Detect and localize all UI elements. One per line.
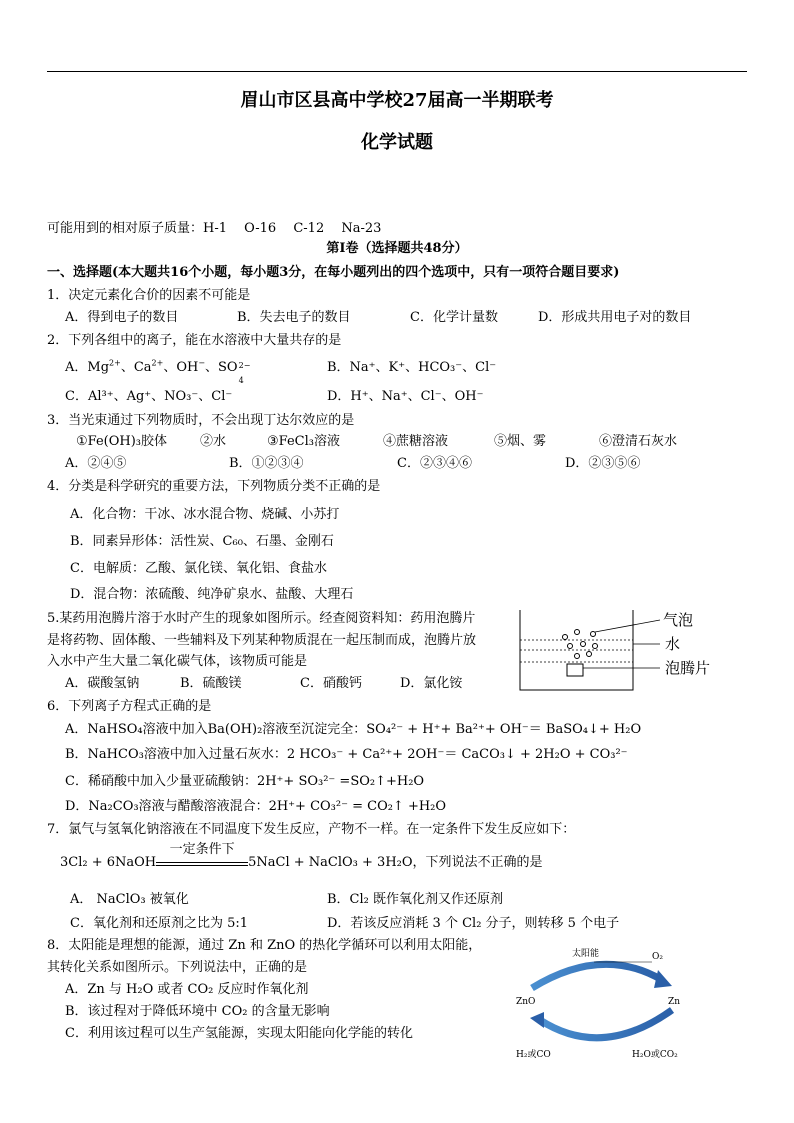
upper-arrowhead-icon [654,970,672,988]
q7-option-b: B．Cl₂ 既作氧化剂又作还原剂 [327,892,504,907]
label-o2: O₂ [652,952,663,962]
q6-option-c: C．稀硝酸中加入少量亚硫酸钠：2H⁺+ SO₃²⁻ =SO₂↑+H₂O [65,774,425,789]
q6-option-d: D．Na₂CO₃溶液与醋酸溶液混合：2H⁺+ CO₃²⁻ = CO₂↑ +H₂O [65,799,447,814]
q1-option-d: D．形成共用电子对的数目 [538,310,692,325]
q3-option-b: B．①②③④ [229,456,304,471]
label-tablet: 泡腾片 [665,659,711,677]
label-h2o-co2: H₂O或CO₂ [632,1050,678,1060]
q8-option-b: B．该过程对于降低环境中 CO₂ 的含量无影响 [65,1004,330,1019]
bubble-icon [593,644,598,649]
label-bubble: 气泡 [663,611,694,629]
q1-option-c: C．化学计量数 [410,310,498,325]
q5-option-a: A．碳酸氢钠 [65,676,140,691]
q8-option-c: C．利用该过程可以生产氢能源，实现太阳能向化学能的转化 [65,1026,413,1041]
q2-a-part4: 、SO [205,360,238,375]
q6-stem: 6．下列离子方程式正确的是 [47,699,212,714]
part-heading: 第Ⅰ卷（选择题共48分） [326,241,468,256]
bubble-icon [563,635,568,640]
q1-stem: 1．决定元素化合价的因素不可能是 [47,288,251,303]
q8-option-a: A．Zn 与 H₂O 或者 CO₂ 反应时作氧化剂 [65,982,309,997]
lower-arc [540,1010,672,1038]
q7-option-a: A． NaClO₃ 被氧化 [70,892,189,907]
q7-eq-tail: ，下列说法不正确的是 [412,855,543,870]
q4-option-b: B．同素异形体：活性炭、C₆₀、石墨、金刚石 [70,534,334,549]
q3-item-3: ③FeCl₃溶液 [267,434,340,449]
q5-option-c: C．硝酸钙 [300,676,362,691]
bubble-icon [568,644,573,649]
q4-option-d: D．混合物：浓硫酸、纯净矿泉水、盐酸、大理石 [70,587,354,602]
q8-line1: 8．太阳能是理想的能源，通过 Zn 和 ZnO 的热化学循环可以利用太阳能， [47,938,482,953]
exam-title: 眉山市区县高中学校27届高一半期联考 [240,90,554,111]
q2-option-c: C．Al³⁺、Ag⁺、NO₃⁻、Cl⁻ [65,389,233,404]
q7-stem: 7．氯气与氢氧化钠溶液在不同温度下发生反应，产物不一样。在一定条件下发生反应如下： [47,822,576,837]
q2-option-a: A．$Mg^{2+}$、$Ca^{2+}$、OH−、SO 2− 4 [65,358,251,385]
q1-option-a: A．得到电子的数目 [65,310,179,325]
upper-arc [532,964,662,988]
label-zn: Zn [668,997,681,1007]
bubble-icon [587,652,592,657]
q3-option-c: C．②③④⑥ [397,456,472,471]
q7-option-d: D．若该反应消耗 3 个 Cl₂ 分子，则转移 5 个电子 [327,916,620,931]
top-rule [47,71,747,72]
label-h2-co: H₂或CO [516,1050,551,1060]
q7-eq-right: 5NaCl + NaClO₃ + 3H₂O [248,855,413,870]
q5-option-b: B．硫酸镁 [180,676,242,691]
q2-option-b: B．Na⁺、K⁺、HCO₃⁻、Cl⁻ [327,360,497,375]
q4-stem: 4．分类是科学研究的重要方法，下列物质分类不正确的是 [47,479,381,494]
bubble-icon [591,632,596,637]
lower-arrowhead-icon [530,1012,544,1028]
effervescent-figure [515,602,715,694]
label-zno: ZnO [516,997,536,1007]
q4-option-a: A．化合物：干冰、冰水混合物、烧碱、小苏打 [70,507,340,522]
atomic-masses: 可能用到的相对原子质量：H-1 O-16 C-12 Na-23 [47,221,382,236]
q7-option-c: C．氧化剂和还原剂之比为 5:1 [70,916,249,931]
q5-option-d: D．氯化铵 [400,676,463,691]
q2-a-part1: A．Mg [65,360,110,375]
q3-option-a: A．②④⑤ [65,456,127,471]
section-heading: 一、选择题(本大题共16个小题，每小题3分，在每小题列出的四个选项中，只有一项符合题目要求) [47,265,620,280]
q7-cond-text: 一定条件下 [169,842,235,857]
label-solar: 太阳能 [572,949,600,959]
q5-line1: 5.某药用泡腾片溶于水时产生的现象如图所示。经查阅资料知：药用泡腾片 [47,611,476,626]
q6-option-a: A．NaHSO₄溶液中加入Ba(OH)₂溶液至沉淀完全：SO₄²⁻ + H⁺+ Ba²⁺+ OH⁻＝ BaSO₄↓+ H₂O [65,722,642,737]
tablet-icon [567,664,583,676]
bubble-pointer [595,620,660,632]
bubble-icon [581,642,586,647]
q8-line2: 其转化关系如图所示。下列说法中，正确的是 [47,960,308,975]
q3-item-6: ⑥澄清石灰水 [599,434,678,449]
q7-eq-left: 3Cl₂ + 6NaOH [60,855,157,870]
q2-option-d: D．H⁺、Na⁺、Cl⁻、OH⁻ [327,389,484,404]
bubble-icon [575,630,580,635]
q7-eq-condition [156,842,248,866]
q4-option-c: C．电解质：乙酸、氯化镁、氧化铝、食盐水 [70,561,327,576]
bubble-icon [575,654,580,659]
q1-option-b: B．失去电子的数目 [237,310,351,325]
q5-line3: 入水中产生大量二氧化碳气体，该物质可能是 [47,654,308,669]
solar-cycle-figure [512,940,702,1065]
q3-item-1: ①Fe(OH)₃胶体 [76,434,168,449]
q3-item-4: ④蔗糖溶液 [383,434,449,449]
q3-item-5: ⑤烟、雾 [494,434,547,449]
label-water: 水 [665,635,681,653]
q5-line2: 是将药物、固体酸、一些辅料及下列某种物质混在一起压制而成，泡腾片放 [47,633,477,648]
exam-subject: 化学试题 [361,132,433,153]
q2-a-part3: 、OH [163,360,199,375]
q3-option-d: D．②③⑤⑥ [565,456,641,471]
q2-stem: 2．下列各组中的离子，能在水溶液中大量共存的是 [47,333,342,348]
q7-equation [60,842,543,871]
q3-stem: 3．当光束通过下列物质时，不会出现丁达尔效应的是 [47,413,355,428]
q6-option-b: B．NaHCO₃溶液中加入过量石灰水：2 HCO₃⁻ + Ca²⁺+ 2OH⁻＝ CaCO₃↓ + 2H₂O + CO₃²⁻ [65,747,628,762]
q2-a-part2: 、Ca [120,360,152,375]
q3-item-2: ②水 [200,434,227,449]
